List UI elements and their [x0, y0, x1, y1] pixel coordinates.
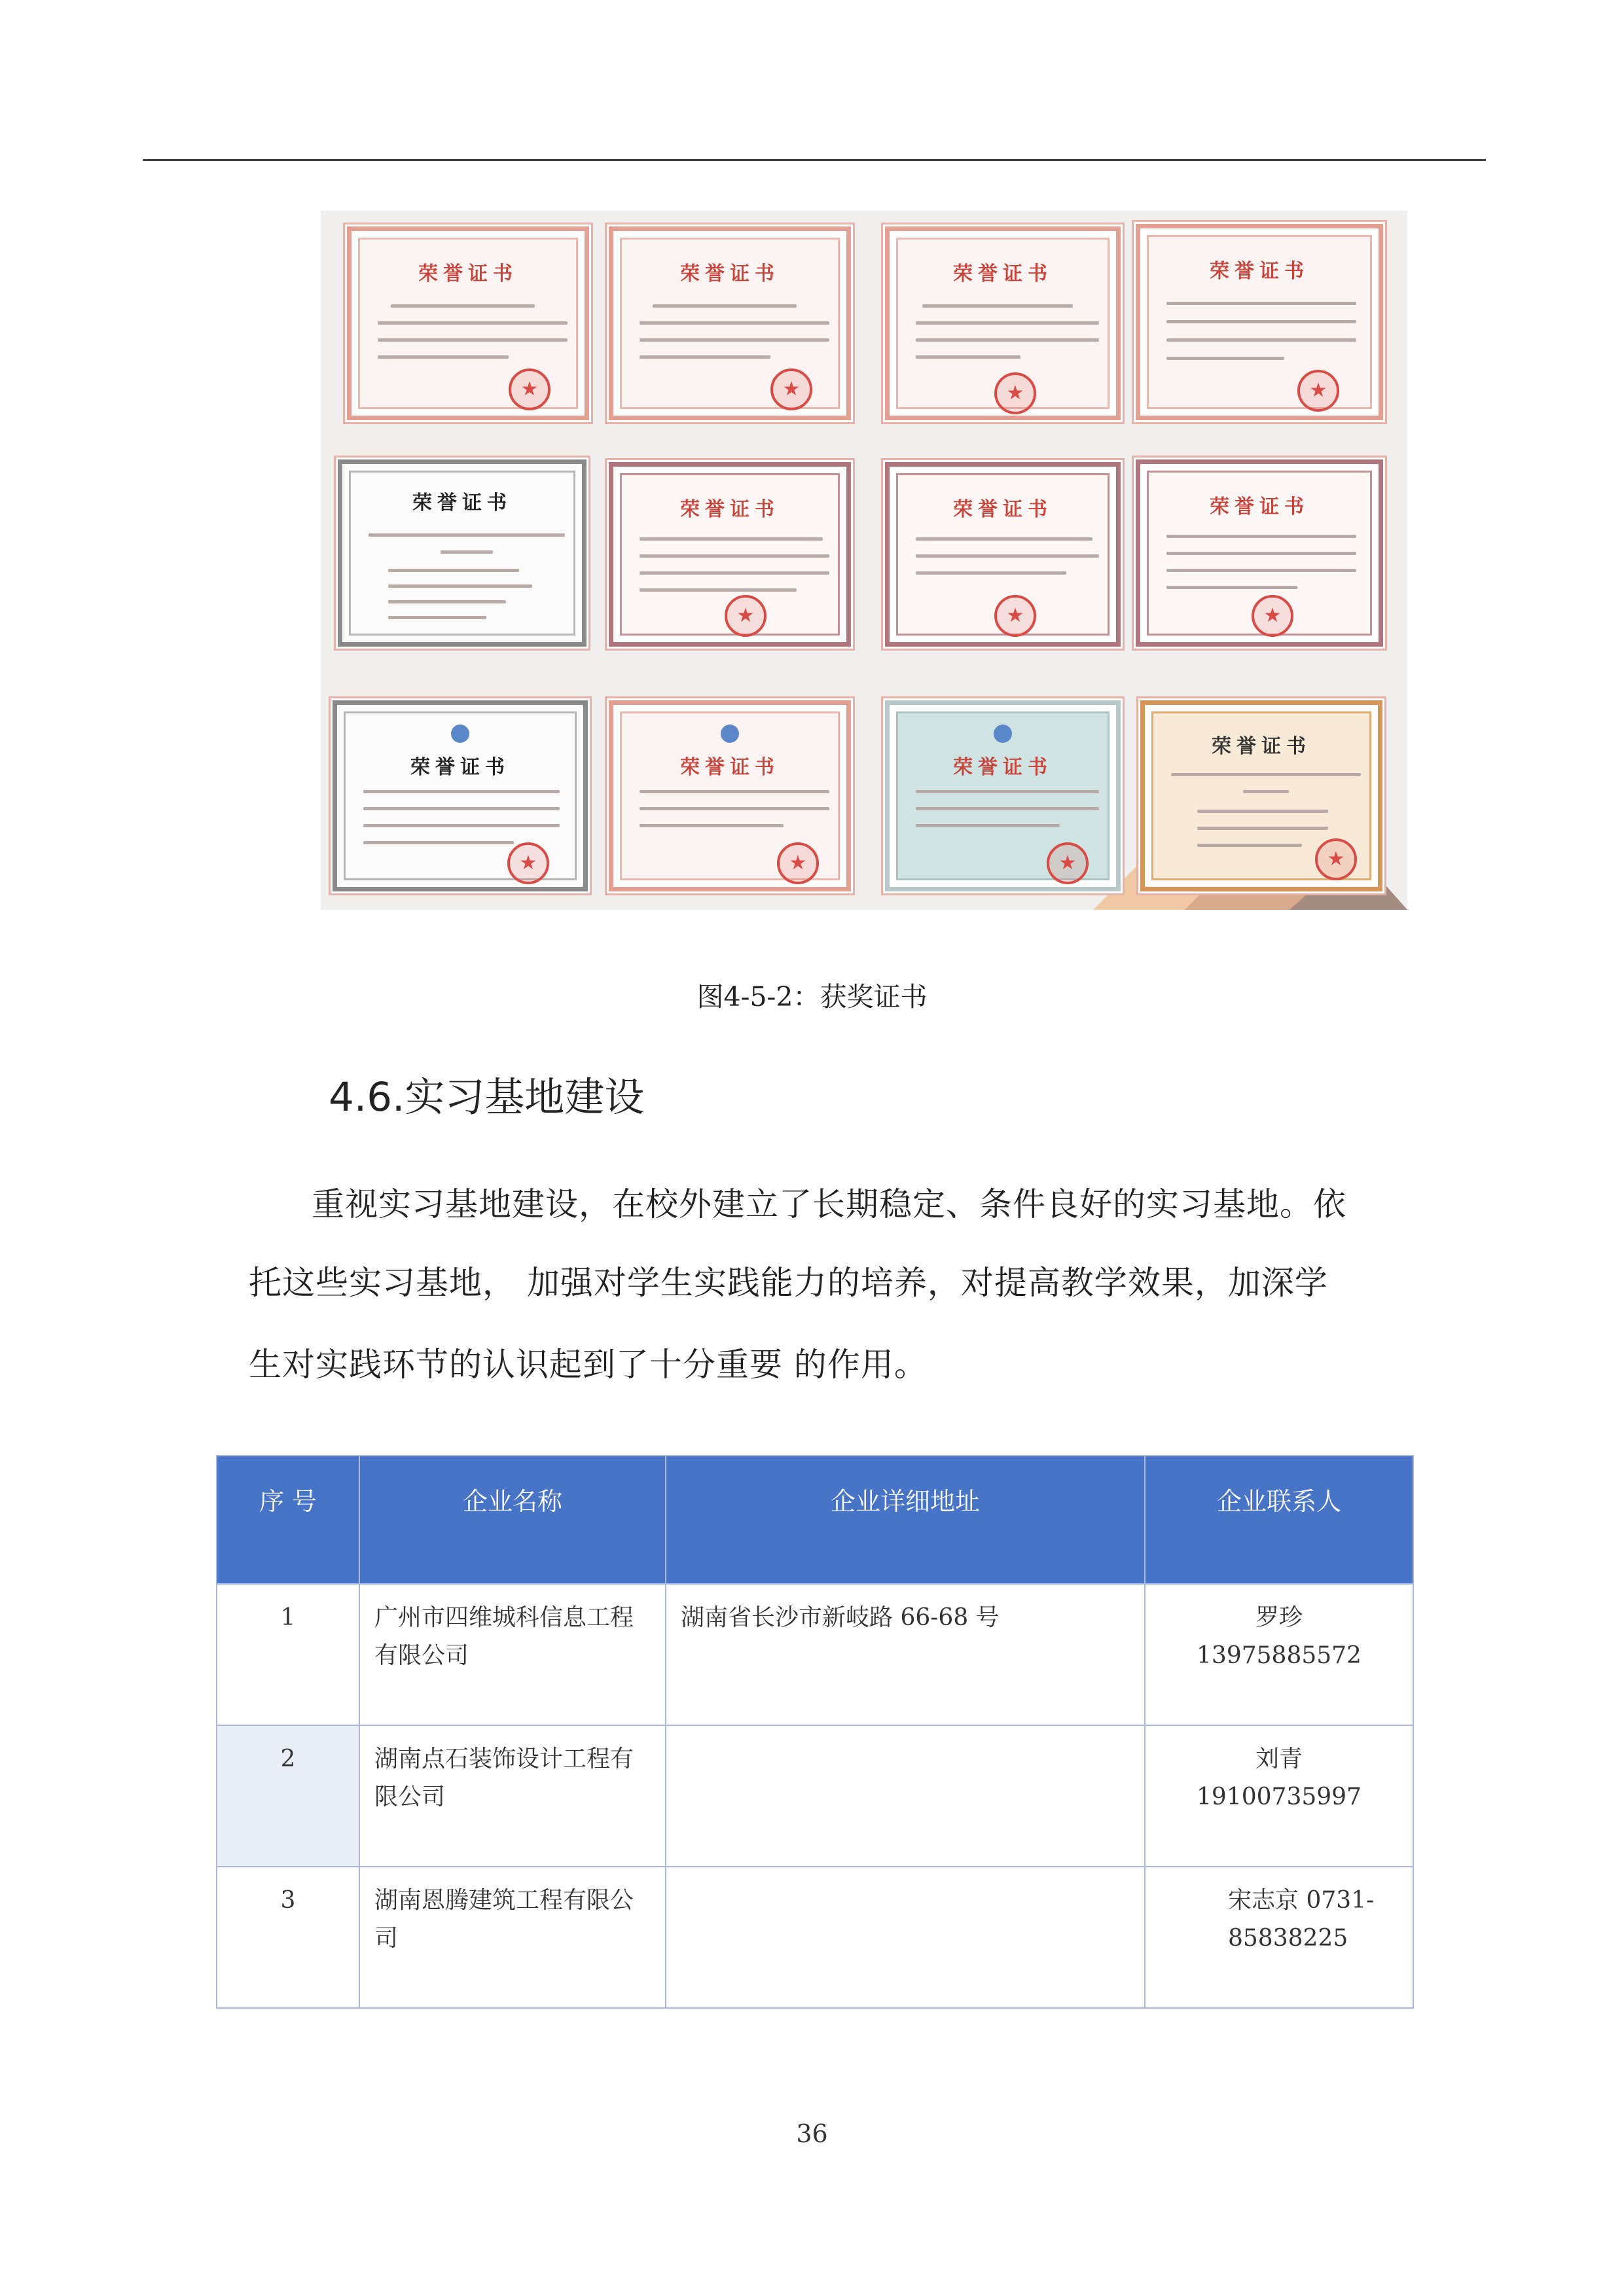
emblem-icon: [994, 725, 1012, 743]
company-name: 湖南点石装饰设计工程有限公司: [359, 1725, 666, 1867]
company-contact: [1145, 1725, 1413, 1867]
certificate-title: 荣誉证书: [680, 498, 780, 521]
contact-name: 刘青: [1255, 1746, 1303, 1772]
certificate: [1136, 224, 1383, 420]
certificate-title: 荣誉证书: [953, 498, 1053, 521]
certificate-title: 荣誉证书: [410, 756, 510, 779]
certificate-title: 荣誉证书: [1210, 495, 1309, 518]
paragraph-line: 重视实习基地建设，在校外建立了长期稳定、条件良好的实习基地。依: [312, 1185, 1346, 1223]
internship-base-table: [216, 1455, 1414, 2009]
company-contact: [1145, 1584, 1413, 1725]
seal-icon: [1252, 595, 1293, 637]
certificate: [609, 226, 851, 420]
certificate: [338, 459, 586, 647]
certificate-title: 荣誉证书: [953, 756, 1053, 779]
certificate: [885, 700, 1121, 891]
seal-icon: [777, 842, 819, 884]
row-index: 3: [217, 1867, 359, 2008]
paragraph-line: 托这些实习基地， 加强对学生实践能力的培养，对提高教学效果，加深学: [249, 1264, 1328, 1302]
certificate-title: 荣誉证书: [680, 262, 780, 285]
emblem-icon: [451, 725, 469, 743]
company-contact: [1145, 1867, 1413, 2008]
header-rule: [143, 159, 1486, 161]
paragraph-line: 生对实践环节的认识起到了十分重要 的作用。: [249, 1346, 928, 1384]
seal-icon: [1297, 370, 1339, 412]
emblem-icon: [721, 725, 739, 743]
header-company-name: 企业名称: [359, 1456, 666, 1584]
contact-name: 宋志京 0731-: [1228, 1887, 1375, 1914]
figure-caption: 图4-5-2：获奖证书: [696, 981, 928, 1013]
certificate: [609, 462, 851, 647]
header-index: 序 号: [217, 1456, 359, 1584]
certificate-title: 荣誉证书: [1210, 260, 1309, 283]
table-row: [217, 1725, 1413, 1867]
contact-phone: 19100735997: [1197, 1784, 1362, 1810]
company-name: 湖南恩腾建筑工程有限公司: [359, 1867, 666, 2008]
header-company-contact: 企业联系人: [1145, 1456, 1413, 1584]
seal-icon: [509, 368, 550, 410]
contact-name: 罗珍: [1255, 1604, 1303, 1631]
certificates-figure: [321, 211, 1407, 910]
certificate-title: 荣誉证书: [412, 492, 512, 514]
certificate: [1136, 459, 1383, 647]
seal-icon: [725, 595, 767, 637]
certificate-title: 荣誉证书: [418, 262, 518, 285]
row-index: 2: [217, 1725, 359, 1867]
table-header-row: [217, 1456, 1413, 1584]
header-company-address: 企业详细地址: [666, 1456, 1145, 1584]
contact-phone: 85838225: [1228, 1925, 1348, 1952]
page-number: 36: [796, 2119, 828, 2148]
section-heading: 4.6.实习基地建设: [329, 1074, 645, 1121]
certificate: [885, 462, 1121, 647]
certificate-title: 荣誉证书: [680, 756, 780, 779]
company-name: 广州市四维城科信息工程有限公司: [359, 1584, 666, 1725]
seal-icon: [507, 842, 549, 884]
certificate-title: 荣誉证书: [1212, 735, 1311, 758]
company-address: [666, 1867, 1145, 2008]
certificate: [609, 700, 851, 891]
seal-icon: [994, 372, 1036, 414]
company-address: 湖南省长沙市新岐路 66-68 号: [666, 1584, 1145, 1725]
certificate: [1140, 700, 1382, 891]
table-row: [217, 1867, 1413, 2008]
table-row: [217, 1584, 1413, 1725]
certificate: [333, 700, 588, 891]
seal-icon: [994, 595, 1036, 637]
seal-icon: [1047, 842, 1089, 884]
row-index: 1: [217, 1584, 359, 1725]
contact-phone: 13975885572: [1197, 1642, 1362, 1669]
company-address: [666, 1725, 1145, 1867]
certificate-title: 荣誉证书: [953, 262, 1053, 285]
seal-icon: [1315, 838, 1357, 880]
certificate: [885, 226, 1121, 420]
certificate: [347, 226, 589, 420]
seal-icon: [770, 368, 812, 410]
